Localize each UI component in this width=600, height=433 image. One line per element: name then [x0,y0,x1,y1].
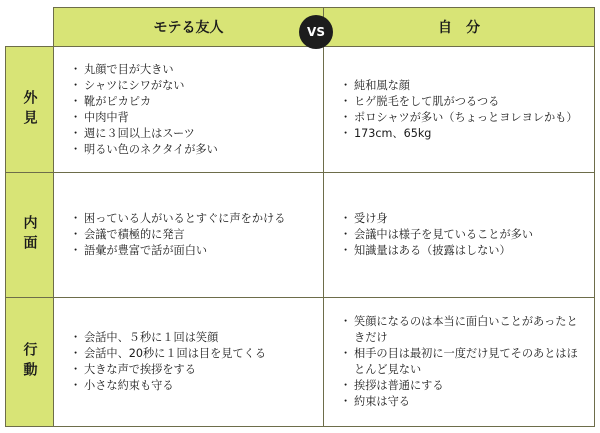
friend-appearance-list [70,62,218,158]
list-item: ・ 会議で積極的に発言 [70,227,285,243]
list-item: ・ 週に３回以上はスーツ [70,126,218,142]
friend-appearance-cell [53,46,324,173]
comparison-table [5,7,595,427]
self-appearance-list [340,78,578,142]
list-item: ・ 会話中、５秒に１回は笑顔 [70,330,266,346]
list-item: ・ 靴がピカピカ [70,94,218,110]
list-item: ・ 語彙が豊富で話が面白い [70,243,285,259]
list-item: ・ ポロシャツが多い（ちょっとヨレヨレかも） [340,110,578,126]
list-item: ・ 大きな声で挨拶をする [70,362,266,378]
list-item: ・ 会話中、20秒に１回は目を見てくる [70,346,266,362]
self-personality-cell [323,172,595,298]
list-item: ・ 受け身 [340,211,533,227]
list-item: ・ 約束は守る [340,394,580,410]
list-item: ・ シャツにシワがない [70,78,218,94]
row-label-appearance: 外見 [5,46,54,173]
list-item: ・ 会議中は様子を見ていることが多い [340,227,533,243]
vs-badge [299,15,333,49]
list-item: ・ 笑顔になるのは本当に面白いことがあったときだけ [340,314,580,346]
list-item: ・ 知識量はある（披露はしない） [340,243,533,259]
header-self [323,7,595,47]
self-appearance-cell [323,46,595,173]
friend-behavior-cell [53,297,324,427]
corner-blank [5,7,53,47]
header-friend [53,7,324,47]
friend-personality-cell [53,172,324,298]
vs-label: VS [307,25,325,39]
row-label-behavior: 行動 [5,297,54,427]
list-item: ・ 純和風な顔 [340,78,578,94]
list-item: ・ 中肉中背 [70,110,218,126]
list-item: ・ 困っている人がいるとすぐに声をかける [70,211,285,227]
list-item: ・ 明るい色のネクタイが多い [70,142,218,158]
self-personality-list [340,211,533,259]
friend-behavior-list [70,330,266,394]
list-item: ・ 173cm、65kg [340,126,578,142]
self-behavior-list [340,314,580,410]
list-item: ・ 丸顔で目が大きい [70,62,218,78]
row-label-personality: 内面 [5,172,54,298]
list-item: ・ 挨拶は普通にする [340,378,580,394]
list-item: ・ 小さな約束も守る [70,378,266,394]
header-friend-title: モテる友人 [153,20,224,36]
header-self-title: 自 分 [438,20,480,36]
friend-personality-list [70,211,285,259]
self-behavior-cell [323,297,595,427]
list-item: ・ 相手の目は最初に一度だけ見てそのあとはほとんど見ない [340,346,580,378]
list-item: ・ ヒゲ脱毛をして肌がつるつる [340,94,578,110]
